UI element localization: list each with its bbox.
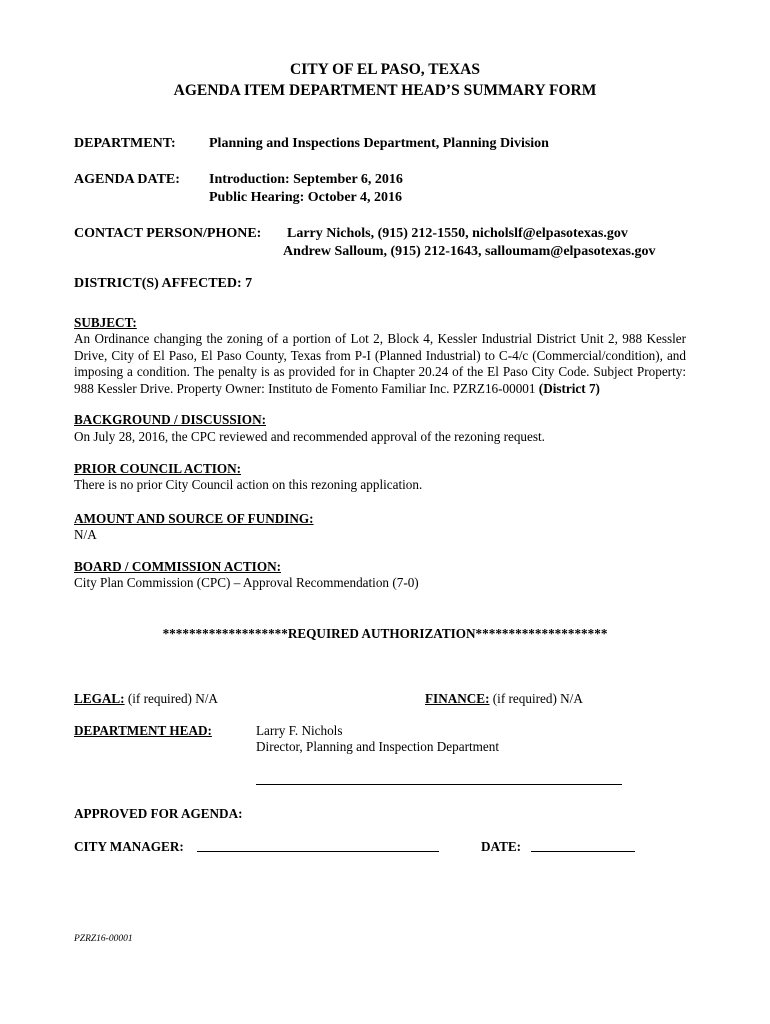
legal-field xyxy=(74,691,218,707)
finance-label: FINANCE: xyxy=(425,691,490,706)
contact-person-2: Andrew Salloum, (915) 212-1643, salloumam@elpasotexas.gov xyxy=(283,244,656,259)
subject-body xyxy=(74,331,686,397)
department-value: Planning and Inspections Department, Planning Division xyxy=(209,136,549,151)
date-label: DATE: xyxy=(481,839,522,854)
agenda-introduction-date: Introduction: September 6, 2016 xyxy=(209,172,403,187)
finance-field xyxy=(425,691,583,707)
subject-heading: SUBJECT: xyxy=(74,315,137,330)
funding-heading: AMOUNT AND SOURCE OF FUNDING: xyxy=(74,511,314,526)
page-title-line-2: AGENDA ITEM DEPARTMENT HEAD’S SUMMARY FORM xyxy=(173,82,597,99)
legal-label: LEGAL: xyxy=(74,691,125,706)
department-head-name: Larry F. Nichols xyxy=(256,723,343,738)
background-heading: BACKGROUND / DISCUSSION: xyxy=(74,412,266,427)
finance-value: (if required) N/A xyxy=(489,691,583,706)
subject-text: An Ordinance changing the zoning of a portion of Lot 2, Block 4, Kessler Industrial District Unit 2, 988 Kessler Drive, City of El Paso, El Paso County, Texas from P-I (Planned Industrial) to C-4/c (Commercial/condition), and imposing a condition. The penalty is as provided for in Chapter 20.24 of the El Paso City Code. Subject Property: 988 Kessler Drive. Property Owner: Instituto de Fomento Familiar Inc. PZRZ16-00001 xyxy=(74,331,686,396)
department-head-signature-line[interactable] xyxy=(256,784,622,785)
required-authorization-banner: *******************REQUIRED AUTHORIZATION******************** xyxy=(162,626,608,641)
agenda-public-hearing-date: Public Hearing: October 4, 2016 xyxy=(209,190,402,205)
date-signature-line[interactable] xyxy=(531,851,635,852)
approved-for-agenda-label: APPROVED FOR AGENDA: xyxy=(74,806,243,821)
city-manager-label: CITY MANAGER: xyxy=(74,839,184,854)
contact-person-1: Larry Nichols, (915) 212-1550, nicholslf@elpasotexas.gov xyxy=(287,226,628,241)
city-manager-signature-line[interactable] xyxy=(197,851,439,852)
background-body: On July 28, 2016, the CPC reviewed and recommended approval of the rezoning request. xyxy=(74,429,545,444)
department-head-title: Director, Planning and Inspection Department xyxy=(256,739,500,754)
board-body: City Plan Commission (CPC) – Approval Recommendation (7-0) xyxy=(74,575,419,590)
page-title-line-1: CITY OF EL PASO, TEXAS xyxy=(290,61,480,78)
legal-value: (if required) N/A xyxy=(124,691,218,706)
districts-affected: DISTRICT(S) AFFECTED: 7 xyxy=(74,276,253,291)
prior-action-body: There is no prior City Council action on this rezoning application. xyxy=(74,477,423,492)
department-label: DEPARTMENT: xyxy=(74,136,176,151)
board-heading: BOARD / COMMISSION ACTION: xyxy=(74,559,281,574)
prior-action-heading: PRIOR COUNCIL ACTION: xyxy=(74,461,242,476)
footer-file-code: PZRZ16-00001 xyxy=(74,934,133,944)
contact-label: CONTACT PERSON/PHONE: xyxy=(74,226,262,241)
funding-body: N/A xyxy=(74,527,97,542)
agenda-date-label: AGENDA DATE: xyxy=(74,172,180,187)
subject-district: (District 7) xyxy=(538,380,600,396)
department-head-label: DEPARTMENT HEAD: xyxy=(74,723,212,738)
